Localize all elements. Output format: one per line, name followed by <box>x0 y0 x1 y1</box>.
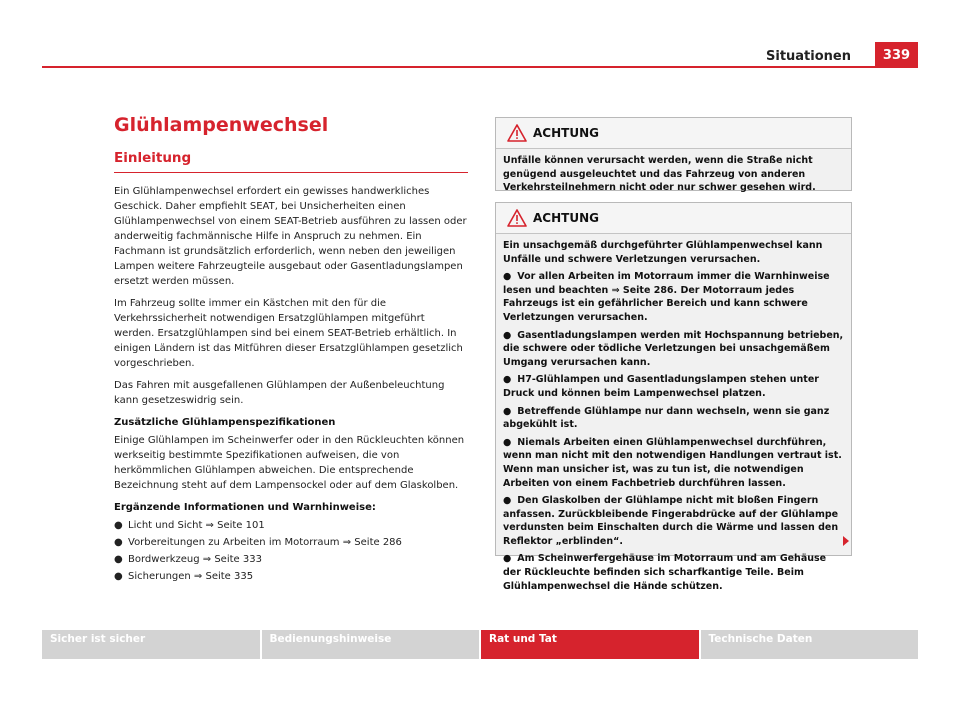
section-subtitle: Einleitung <box>114 148 468 173</box>
footer-tab-technische-daten[interactable]: Technische Daten <box>701 630 919 659</box>
bullet: ● <box>503 374 512 386</box>
warning-bullet <box>503 329 844 370</box>
warning-text: Unfälle können verursacht werden, wenn die Straße nicht genügend ausgeleuchtet und das Fahrzeug von anderen Verkehrsteilnehmern nicht oder nur schwer gesehen wird. <box>503 155 816 194</box>
warning-bullet-text: H7-Glühlampen und Gasentladungslampen stehen unter Druck und können beim Lampenwechsel platzen. <box>503 374 819 399</box>
spec-heading: Zusätzliche Glühlampenspezifikationen <box>114 417 336 428</box>
warning-triangle-icon <box>507 209 527 227</box>
link-item[interactable] <box>114 569 468 584</box>
warning-triangle-icon <box>507 124 527 142</box>
bullet: ● <box>503 405 512 417</box>
bullet: ● <box>503 553 512 565</box>
bullet: ● <box>114 554 123 565</box>
footer-tab-sicher[interactable]: Sicher ist sicher <box>42 630 260 659</box>
warning-bullet-text: Gasentladungslampen werden mit Hochspannung betrieben, die schwere oder tödliche Verletzungen bei unsachgemäßem Umgang verursachen kann. <box>503 329 844 368</box>
warning-label: ACHTUNG <box>533 211 599 225</box>
continue-arrow-icon <box>843 536 849 546</box>
page-title: Glühlampenwechsel <box>114 114 329 136</box>
info-heading: Ergänzende Informationen und Warnhinweise: <box>114 502 376 513</box>
warning-bullet-text: Betreffende Glühlampe nur dann wechseln, wenn sie ganz abgekühlt ist. <box>503 405 830 431</box>
bullet: ● <box>503 329 512 341</box>
warning-text: Ein unsachgemäß durchgeführter Glühlampenwechsel kann Unfälle und schwere Verletzungen verursachen. <box>503 240 823 265</box>
footer-tab-bedienung[interactable]: Bedienungshinweise <box>262 630 480 659</box>
footer-tab-rat-und-tat[interactable]: Rat und Tat <box>481 630 699 659</box>
link-item[interactable] <box>114 535 468 550</box>
link-label: Licht und Sicht ⇒ Seite 101 <box>128 520 265 531</box>
link-item[interactable] <box>114 552 468 567</box>
spec-paragraph: Einige Glühlampen im Scheinwerfer oder in den Rückleuchten können werkseitig bestimmte Spezifikationen aufweisen, die von herkömmlichen Glühlampen abweichen. Die entsprechende Bezeichnung steht auf dem Lampensockel oder auf dem Glaskolben. <box>114 435 465 491</box>
warning-bullet <box>503 405 844 432</box>
warning-box <box>495 117 852 194</box>
section-name: Situationen <box>766 49 851 64</box>
page-number: 339 <box>875 42 918 67</box>
warning-bullet-text: Niemals Arbeiten einen Glühlampenwechsel durchführen, wenn man nicht mit den notwendigen Handlungen vertraut ist. Wenn man unsicher ist, was zu tun ist, die notwendigen Arbeiten von einem Fachbetrieb durchführen lassen. <box>503 436 842 489</box>
link-label: Vorbereitungen zu Arbeiten im Motorraum ⇒ Seite 286 <box>128 537 402 548</box>
link-label: Sicherungen ⇒ Seite 335 <box>128 571 254 582</box>
paragraph: Das Fahren mit ausgefallenen Glühlampen der Außenbeleuchtung kann gesetzeswidrig sein. <box>114 380 445 406</box>
warning-bullet <box>503 373 844 400</box>
warning-bullet <box>503 436 844 490</box>
bullet: ● <box>114 571 123 582</box>
link-item[interactable] <box>114 518 468 533</box>
paragraph: Im Fahrzeug sollte immer ein Kästchen mit den für die Verkehrssicherheit notwendigen Ersatzglühlampen mitgeführt werden. Ersatzglühlampen sind bei einem SEAT-Betrieb erhältlich. In einigen Ländern ist das Mitführen dieser Ersatzglühlampen gesetzlich vorgeschrieben. <box>114 298 463 369</box>
warning-bullet-text: Am Scheinwerfergehäuse im Motorraum und am Gehäuse der Rückleuchte befinden sich scharfkantige Teile. Beim Glühlampenwechsel die Hände schützen. <box>503 553 827 592</box>
warning-header <box>496 203 851 234</box>
warning-body <box>496 234 851 604</box>
header-rule <box>42 66 918 68</box>
warning-label: ACHTUNG <box>533 126 599 140</box>
warning-bullet <box>503 270 844 324</box>
warning-bullet <box>503 494 844 548</box>
warning-bullet <box>503 552 844 593</box>
warning-header <box>496 118 851 149</box>
main-column <box>114 112 468 586</box>
warning-bullet-text: Den Glaskolben der Glühlampe nicht mit bloßen Fingern anfassen. Zurückbleibende Fingerabdrücke auf der Glühlampe verdunsten beim Einschalten durch die Wärme und lassen den Reflektor „erblinden“. <box>503 495 839 547</box>
warning-body <box>496 149 851 206</box>
bullet: ● <box>114 520 123 531</box>
bullet: ● <box>503 495 512 507</box>
bullet: ● <box>503 271 512 283</box>
warning-bullet-text: Vor allen Arbeiten im Motorraum immer die Warnhinweise lesen und beachten ⇒ Seite 286. Der Motorraum jedes Fahrzeugs ist ein gefährlicher Bereich und kann schwere Verletzungen verursachen. <box>503 271 830 323</box>
body-text <box>114 184 468 584</box>
bullet: ● <box>503 436 512 448</box>
warning-box <box>495 202 852 592</box>
link-label: Bordwerkzeug ⇒ Seite 333 <box>128 554 262 565</box>
footer-nav <box>42 630 918 659</box>
paragraph: Ein Glühlampenwechsel erfordert ein gewisses handwerkliches Geschick. Daher empfiehlt SEAT, bei Unsicherheiten einen Glühlampenwechsel von einem SEAT-Betrieb ausführen zu lassen oder anderweitig fachmännische Hilfe in Anspruch zu nehmen. Ein Fachmann ist grundsätzlich erforderlich, wenn neben den jeweiligen Lampen weitere Fahrzeugteile ausgebaut oder Gasentladungslampen ersetzt werden müssen. <box>114 186 467 287</box>
bullet: ● <box>114 537 123 548</box>
